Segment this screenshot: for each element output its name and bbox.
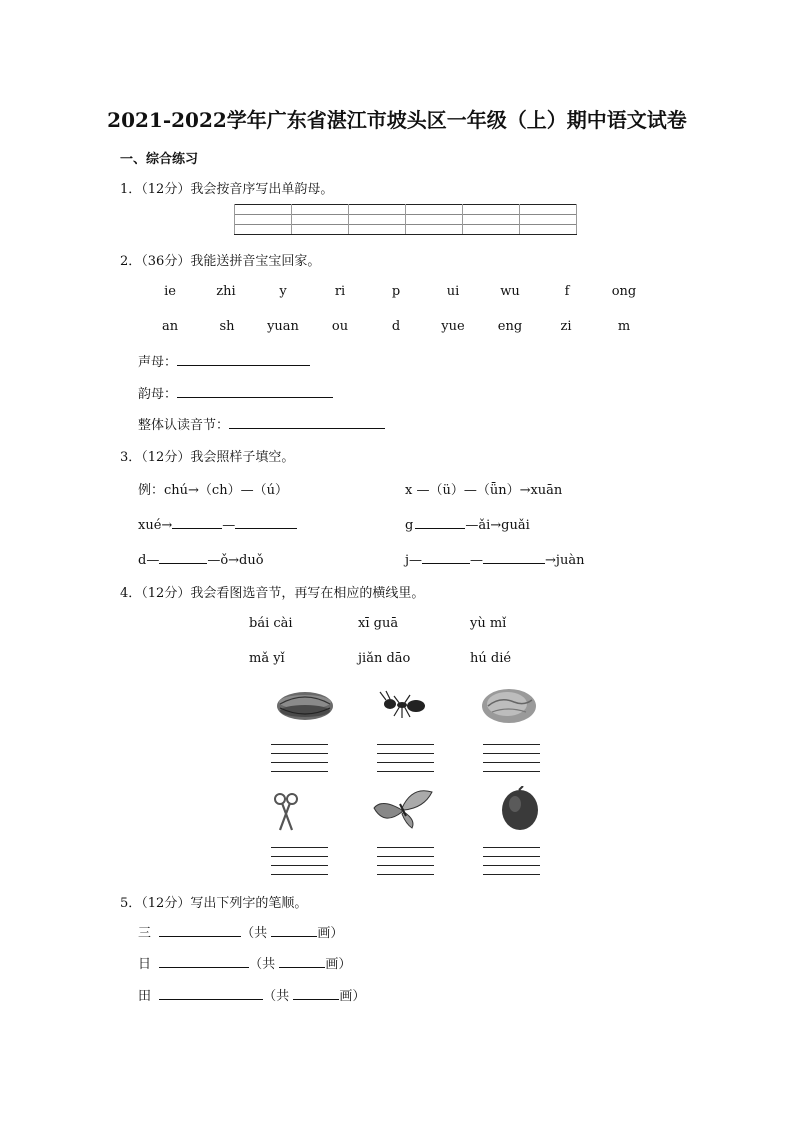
pinyin-item: yuan [267, 319, 299, 334]
pinyin-item: an [161, 319, 179, 334]
stroke-order-row [138, 922, 343, 941]
zhengti-row [138, 414, 385, 433]
answer-grid-q4[interactable] [271, 847, 328, 875]
shengmu-row [138, 351, 310, 370]
zhengti-answer-line[interactable] [229, 414, 385, 429]
question-3: 3．（12分）我会照样子填空。 [120, 450, 295, 465]
stroke-answer-line[interactable] [159, 985, 263, 1000]
answer-grid-q4[interactable] [483, 744, 540, 772]
syllable-option: bái cài [249, 616, 293, 631]
q3-text: — [470, 553, 484, 568]
stroke-count-line[interactable] [271, 922, 317, 937]
pinyin-item: p [391, 284, 401, 299]
q3-answer-line[interactable] [415, 514, 465, 529]
pinyin-row-1 [140, 284, 680, 302]
yunmu-answer-line[interactable] [177, 383, 333, 398]
stroke-count-line[interactable] [293, 985, 339, 1000]
q3-text: g [405, 518, 414, 533]
gong-text: （共 [241, 926, 268, 941]
page-title: 2021-2022学年广东省湛江市坡头区一年级（上）期中语文试卷 [107, 108, 687, 132]
pinyin-item: sh [219, 319, 235, 334]
character: 日 [138, 957, 152, 972]
stroke-count-line[interactable] [279, 953, 325, 968]
watermelon-picture [499, 786, 541, 836]
hua-text: 画） [339, 989, 366, 1004]
pinyin-item: ie [164, 284, 176, 299]
pinyin-item: wu [500, 284, 520, 299]
pinyin-item: ou [331, 319, 349, 334]
character: 田 [138, 989, 152, 1004]
pinyin-item: ri [334, 284, 346, 299]
syllable-option: jiǎn dāo [358, 651, 411, 666]
character: 三 [138, 926, 152, 941]
example-left: 例：chú→（ch）—（ú） [138, 483, 288, 498]
pinyin-item: zi [560, 319, 572, 334]
pinyin-item: zhi [216, 284, 236, 299]
corn-picture [274, 686, 336, 730]
q3-text: →juàn [545, 553, 585, 568]
shengmu-label: 声母： [138, 355, 178, 370]
pinyin-item: ong [611, 284, 637, 299]
answer-grid-q4[interactable] [377, 744, 434, 772]
cabbage-picture [480, 684, 538, 730]
q3-text: — [222, 518, 236, 533]
q3-row1-right [405, 514, 530, 533]
answer-grid-q4[interactable] [483, 847, 540, 875]
stroke-order-row [138, 985, 365, 1004]
ant-picture [378, 690, 434, 724]
pinyin-item: f [564, 284, 570, 299]
stroke-order-row [138, 953, 351, 972]
syllable-option: xī guā [358, 616, 399, 631]
pinyin-item: m [617, 319, 631, 334]
q3-text: xué→ [138, 518, 173, 533]
q3-text: d— [138, 553, 160, 568]
q3-answer-line[interactable] [159, 549, 207, 564]
zhengti-label: 整体认读音节： [138, 418, 230, 433]
pinyin-item: eng [497, 319, 523, 334]
q3-answer-line[interactable] [422, 549, 470, 564]
question-4: 4．（12分）我会看图选音节，再写在相应的横线里。 [120, 586, 425, 601]
question-1: 1．（12分）我会按音序写出单韵母。 [120, 182, 334, 197]
yunmu-label: 韵母： [138, 387, 178, 402]
q3-text: j— [405, 553, 423, 568]
example-right: x —（ü）—（ǖn）→xuān [405, 483, 563, 498]
pinyin-item: y [279, 284, 287, 299]
answer-grid-q1[interactable] [234, 204, 577, 234]
section-heading: 一、综合练习 [120, 152, 199, 167]
syllable-option: yù mǐ [470, 616, 507, 631]
stroke-answer-line[interactable] [159, 953, 249, 968]
question-2: 2．（36分）我能送拼音宝宝回家。 [120, 254, 321, 269]
scissors-picture [272, 792, 300, 836]
hua-text: 画） [325, 957, 352, 972]
pinyin-item: d [391, 319, 401, 334]
pinyin-row-2 [140, 319, 680, 337]
question-5: 5．（12分）写出下列字的笔顺。 [120, 896, 308, 911]
q3-answer-line[interactable] [483, 549, 545, 564]
q3-row2-right [405, 549, 584, 568]
syllable-option: mǎ yǐ [249, 651, 285, 666]
butterfly-picture [372, 786, 434, 834]
answer-grid-q4[interactable] [377, 847, 434, 875]
q3-row1-left [138, 514, 297, 533]
syllable-option: hú dié [470, 651, 512, 666]
q3-answer-line[interactable] [235, 514, 297, 529]
pinyin-item: ui [446, 284, 460, 299]
q3-text: —ǒ→duǒ [207, 553, 264, 568]
gong-text: （共 [249, 957, 276, 972]
hua-text: 画） [317, 926, 344, 941]
pinyin-item: yue [441, 319, 465, 334]
q3-row2-left [138, 549, 264, 568]
stroke-answer-line[interactable] [159, 922, 241, 937]
yunmu-row [138, 383, 333, 402]
q3-answer-line[interactable] [172, 514, 222, 529]
shengmu-answer-line[interactable] [177, 351, 310, 366]
q3-text: —ǎi→guǎi [465, 518, 530, 533]
gong-text: （共 [263, 989, 290, 1004]
answer-grid-q4[interactable] [271, 744, 328, 772]
